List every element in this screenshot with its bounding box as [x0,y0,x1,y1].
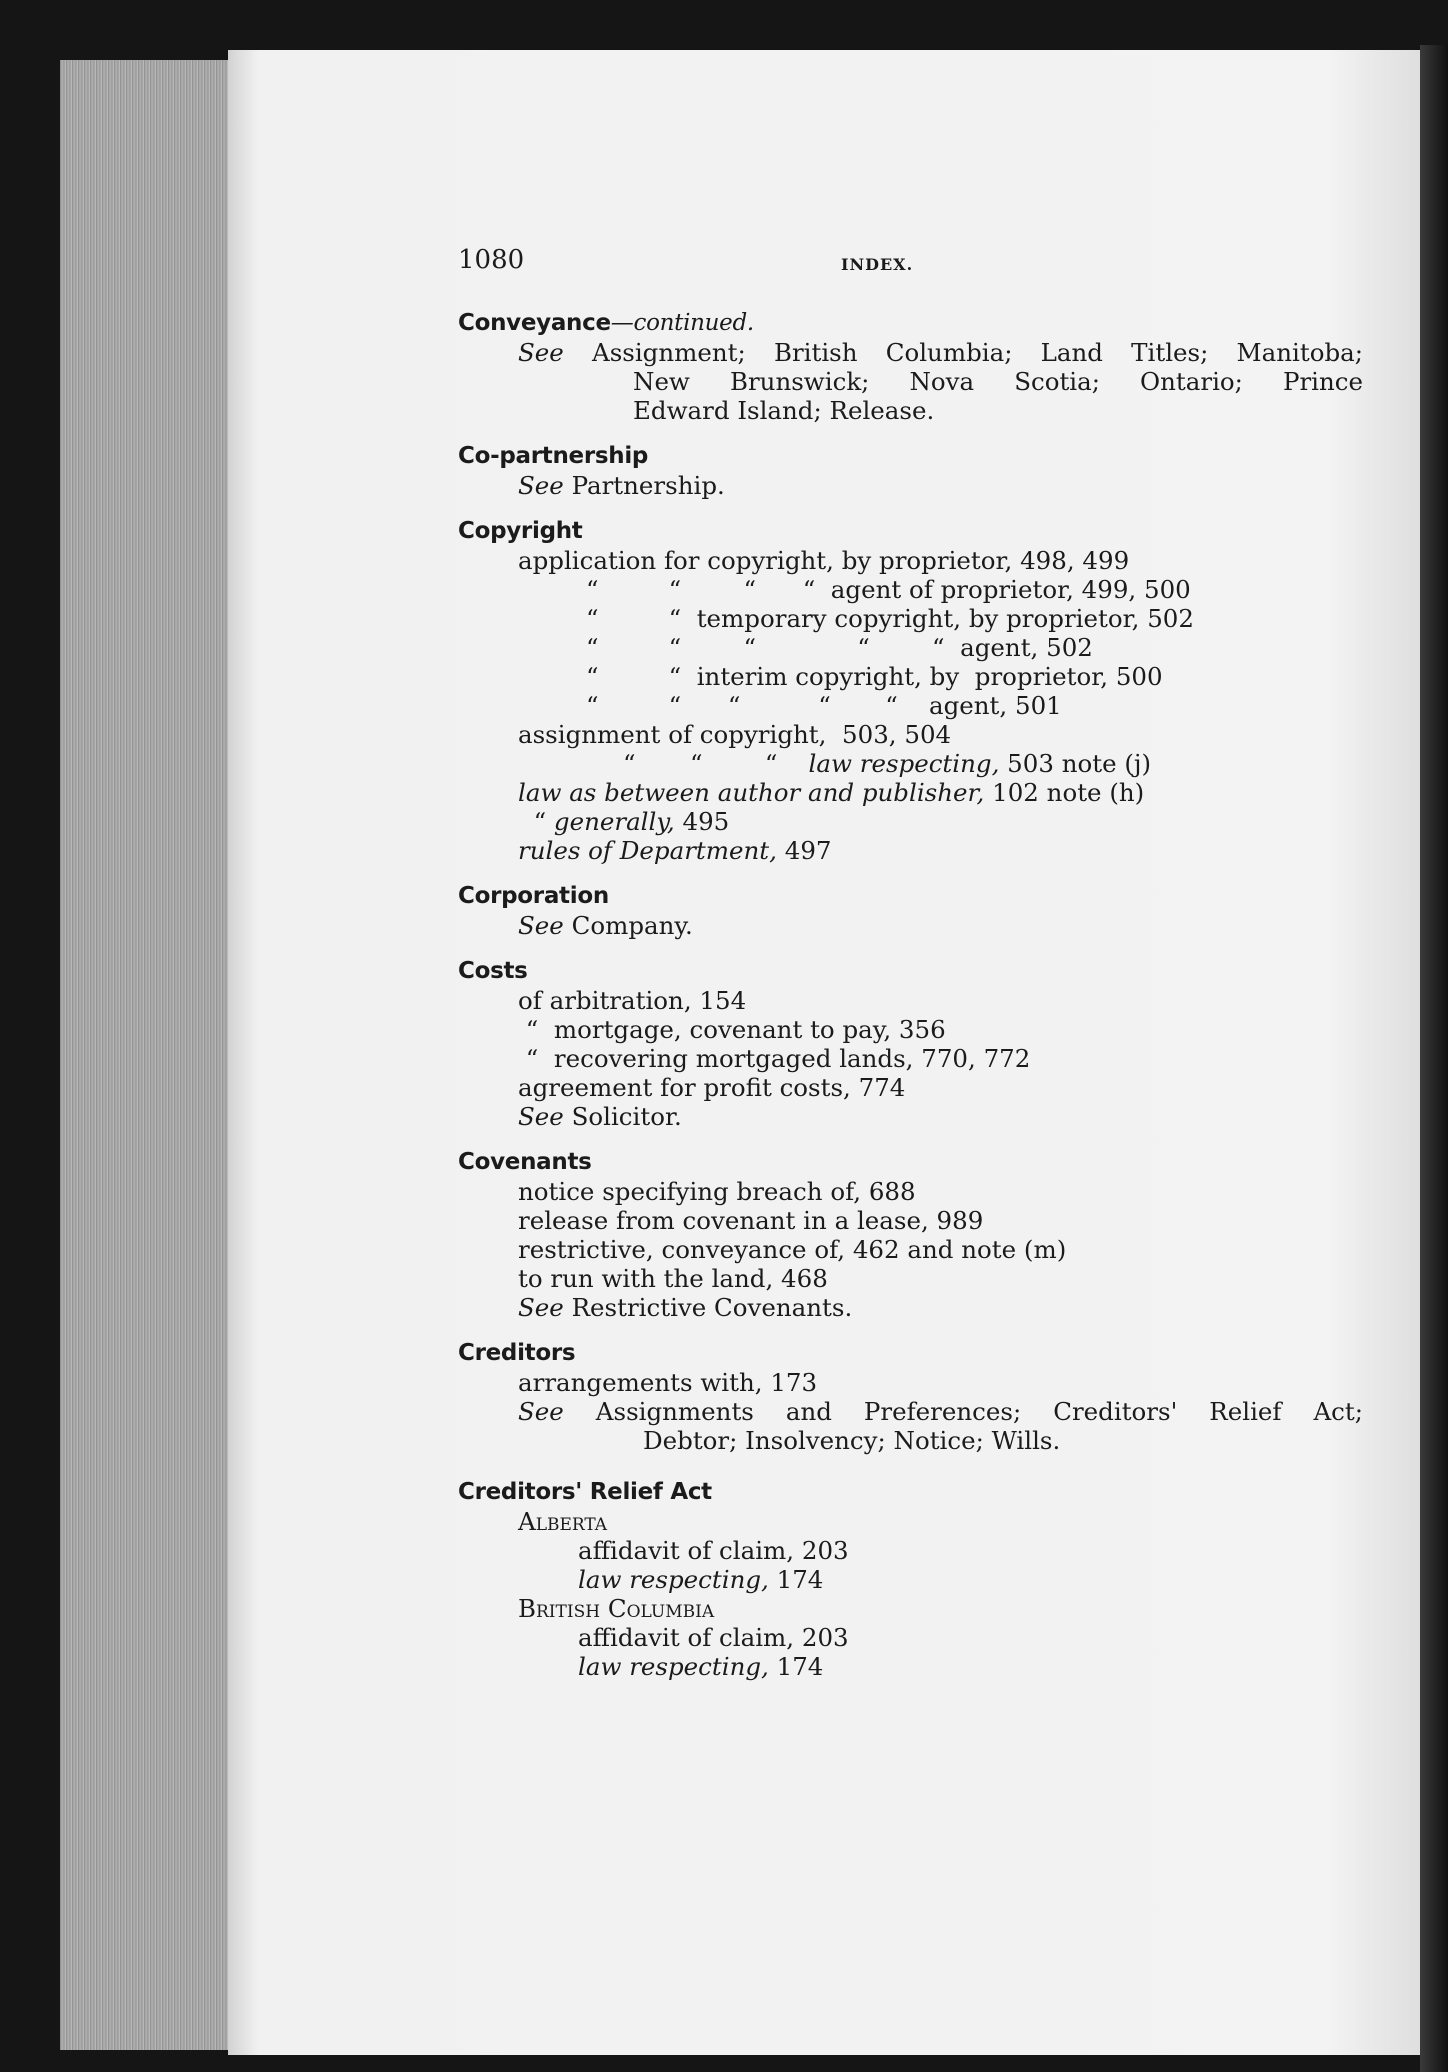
entry-heading: Covenants [458,1149,592,1175]
entry-costs [458,956,1358,1131]
entry-creditors [458,1338,1363,1455]
subentry: assignment of copyright, 503, 504 [518,720,952,749]
subentry: “ “ “ “ “ agent, 501 [586,691,1062,720]
cross-reference: See Partnership. [518,471,725,500]
subentry: “ generally, 495 [518,807,730,836]
index-page-content [458,245,1363,1697]
subentry: arrangements with, 173 [518,1368,818,1397]
subheading-british-columbia: British Columbia [518,1594,715,1623]
subentry: affidavit of claim, 203 [578,1536,849,1565]
subentry: law as between author and publisher, 102 note (h) [518,778,1145,807]
entry-copartnership [458,441,1358,500]
subentry: “ “ interim copyright, by proprietor, 500 [586,662,1163,691]
subentry: to run with the land, 468 [518,1264,828,1293]
cross-reference: See Solicitor. [518,1102,682,1131]
entry-corporation [458,881,1358,940]
cross-reference-continued: Debtor; Insolvency; Notice; Wills. [643,1426,1061,1455]
subentry: “ “ temporary copyright, by proprietor, 502 [586,604,1194,633]
subentry: release from covenant in a lease, 989 [518,1206,984,1235]
page-number: 1080 [458,245,525,275]
subentry: “ “ “ law respecting, 503 note (j) [623,749,1152,778]
subentry: affidavit of claim, 203 [578,1623,849,1652]
entry-heading: Corporation [458,883,609,909]
book-binding-shadow [1420,45,1448,2072]
entry-creditors-relief-act [458,1477,1358,1681]
entry-heading: Creditors [458,1340,576,1366]
subentry: “ recovering mortgaged lands, 770, 772 [518,1044,1031,1073]
cross-reference: See Assignments and Preferences; Creditors' Relief Act; [518,1397,1363,1426]
subentry: of arbitration, 154 [518,986,747,1015]
cross-reference: See Restrictive Covenants. [518,1293,853,1322]
subentry: “ “ “ “ agent of proprietor, 499, 500 [586,575,1191,604]
subentry: notice specifying breach of, 688 [518,1177,916,1206]
entry-conveyance [458,308,1363,425]
page-header [458,246,1358,286]
entry-heading: Creditors' Relief Act [458,1479,712,1505]
entry-heading: Copyright [458,518,583,544]
subentry: restrictive, conveyance of, 462 and note (m) [518,1235,1067,1264]
entry-heading: Conveyance—continued. [458,310,754,336]
subheading-alberta: Alberta [518,1507,608,1536]
cross-reference: See Assignment; British Columbia; Land Titles; Manitoba; [518,338,1363,367]
cross-reference-continued: New Brunswick; Nova Scotia; Ontario; Prince [633,367,1363,396]
subentry: law respecting, 174 [578,1565,824,1594]
subentry: law respecting, 174 [578,1652,824,1681]
subentry: “ mortgage, covenant to pay, 356 [518,1015,946,1044]
entry-covenants [458,1147,1358,1322]
running-head: INDEX. [841,255,914,274]
cross-reference: See Company. [518,911,693,940]
entry-copyright [458,516,1358,865]
entry-heading: Co-partnership [458,443,649,469]
subentry: agreement for profit costs, 774 [518,1073,906,1102]
subentry: “ “ “ “ “ agent, 502 [586,633,1093,662]
subentry: application for copyright, by proprietor, 498, 499 [518,546,1130,575]
entry-heading: Costs [458,958,528,984]
book-page-edges [60,60,236,2050]
cross-reference-continued: Edward Island; Release. [633,396,935,425]
subentry: rules of Department, 497 [518,836,832,865]
